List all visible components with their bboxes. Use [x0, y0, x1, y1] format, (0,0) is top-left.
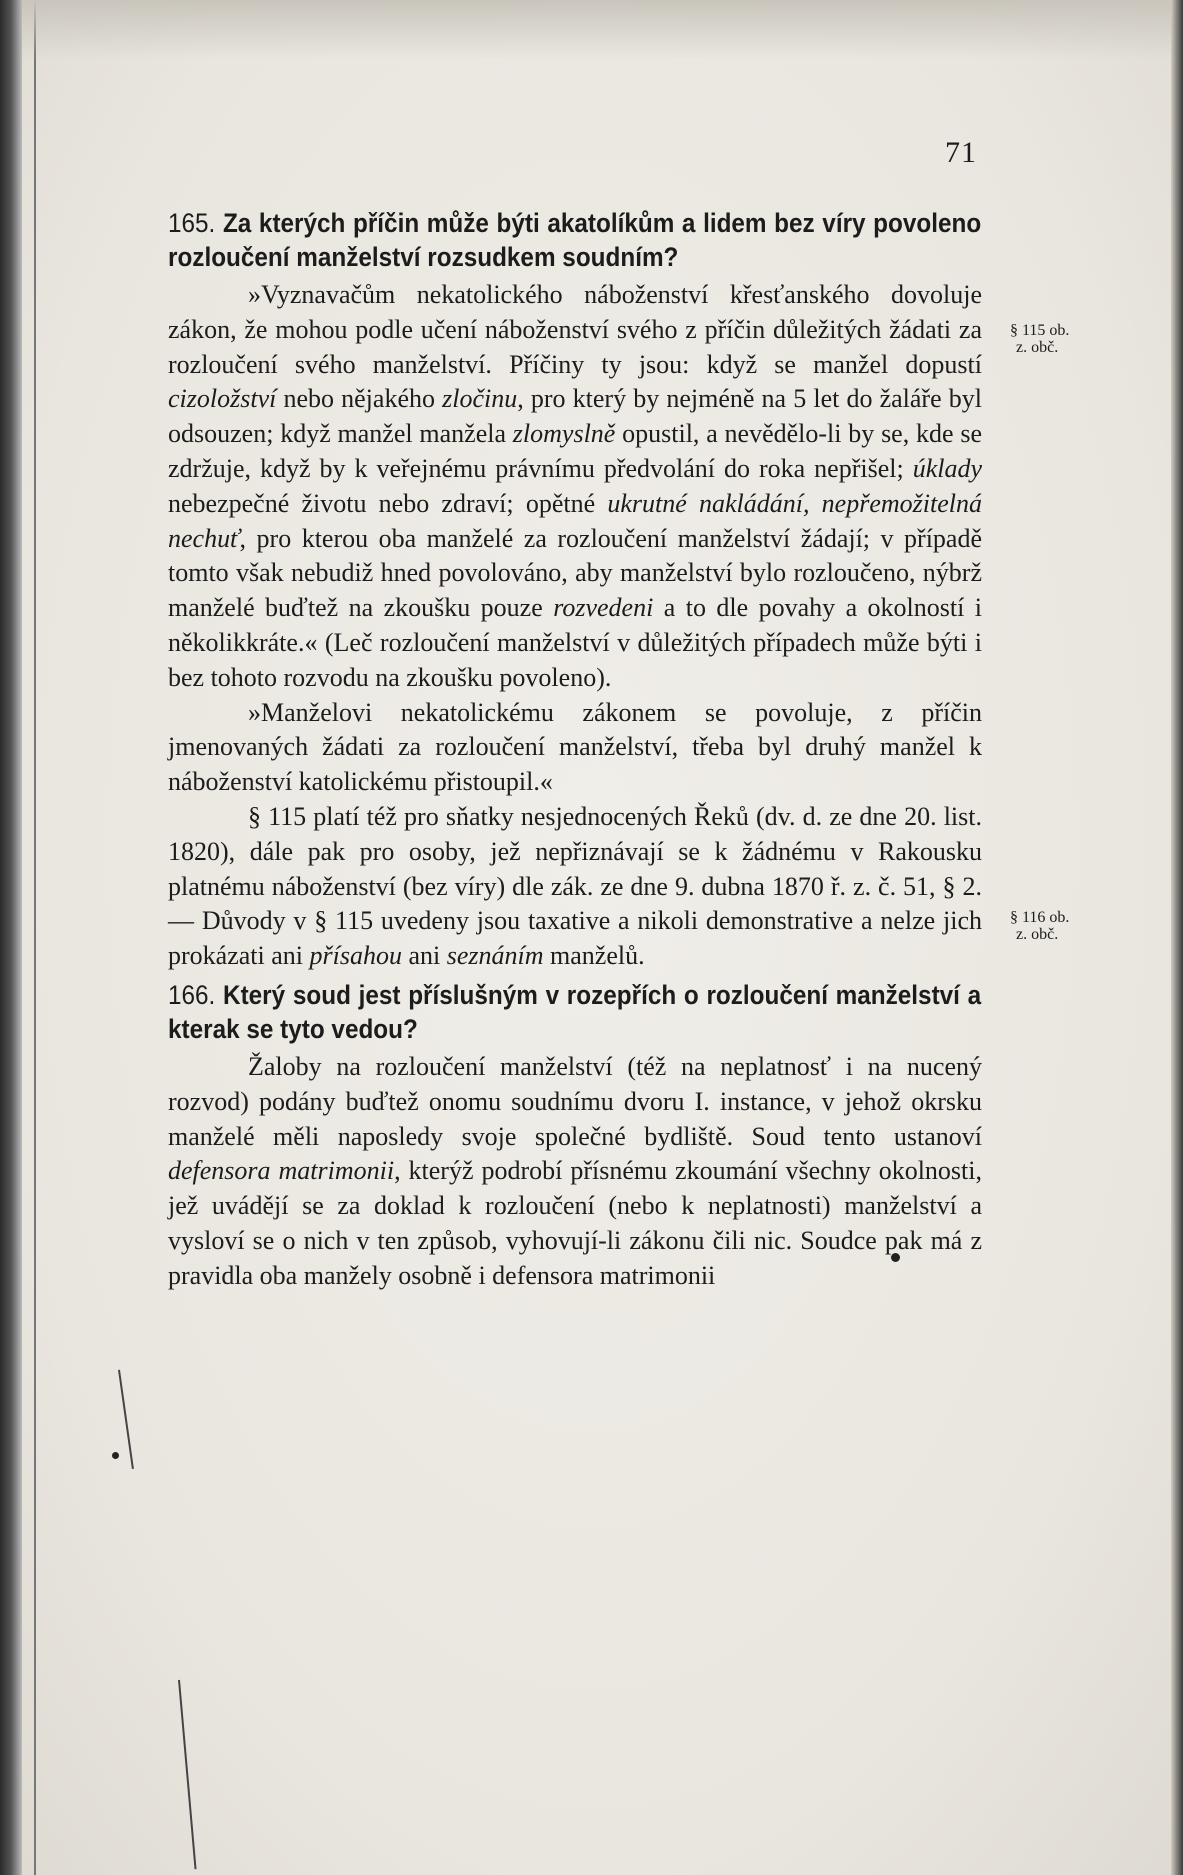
text-run: Žaloby na rozloučení manželství (též na neplatnosť i na nucený rozvod) podány buďtež onomu soudnímu dvoru I. instance, v jehož okrsku manželé měli naposledy svoje společné bydliště. Soud tento ustanoví [168, 1051, 982, 1151]
text-run: manželů. [543, 941, 645, 971]
margin-note-116-line1: § 116 ob. [1010, 909, 1070, 926]
emphasis: ukrutné nakládání, nepřemožitelná nechuť [168, 488, 982, 553]
heading-text: Za kterých příčin může býti akatolíkům a lidem bez víry povoleno rozloučení manželství rozsudkem soudním? [168, 208, 982, 272]
page-top-edge [22, 0, 1171, 60]
heading-number: 166. [168, 979, 216, 1010]
section-heading [168, 206, 981, 274]
paragraph [168, 800, 982, 974]
text-run: § 115 platí též pro sňatky nesjednocených Řeků (dv. d. ze dne 20. list. 1820), dále pak pro osoby, jež nepřiznávají se k žádnému v Rakousku platnému náboženství (bez víry) dle zák. ze dne 9. dubna 1870 ř. z. č. 51, § 2. — Důvody v § 115 uvedeny jsou taxative a nikoli demonstrative a nelze jich prokázati ani [168, 801, 982, 971]
heading-number: 165. [168, 208, 216, 238]
paragraph [168, 1050, 982, 1294]
margin-note-116-line2: z. obč. [1016, 926, 1059, 943]
margin-note-115 [1010, 322, 1090, 356]
emphasis: zločinu [442, 384, 518, 414]
pencil-scratch [118, 1370, 134, 1469]
emphasis: úklady [912, 453, 982, 483]
page-right-edge [1171, 0, 1183, 1875]
emphasis: defensora matrimonii [168, 1156, 395, 1186]
emphasis: přísahou [309, 941, 402, 971]
text-run: ani [401, 941, 447, 971]
text-run: opustil, a nevědělo-li by se, kde se zdržuje, když by k veřejnému právnímu předvolání do roka nepřišel; [168, 419, 982, 483]
section-heading [168, 978, 981, 1046]
section-165 [168, 206, 982, 974]
text-run: , pro kterou oba manželé za rozloučení manželství žádají; v případě tomto však nebudiž hned povolováno, aby manželství bylo rozloučeno, nýbrž manželé buďtež na zkoušku pouze [168, 523, 982, 623]
text-run: nebo nějakého [276, 384, 443, 414]
emphasis: zlomyslně [512, 419, 616, 449]
text-run: »Vyznavačům nekatolického náboženství křesťanského dovoluje zákon, že mohou podle učení náboženství svého z příčin důležitých žádati za rozloučení svého manželství. Příčiny ty jsou: když se manžel dopustí [168, 280, 982, 379]
emphasis: seznáním [446, 941, 544, 971]
paragraph [168, 696, 982, 800]
margin-note-116 [1010, 909, 1090, 943]
page-number: 71 [945, 136, 977, 169]
text-run: nebezpečné životu nebo zdraví; opětné [168, 488, 608, 518]
text-run: , kterýž podrobí přísnému zkoumání všechny okolnosti, jež uvádějí se za doklad k rozloučení (nebo k neplatnosti) manželství a vysloví se o nich v ten způsob, vyhovují-li zákonu čili nic. Soudce pak má z pravidla oba manžely osobně i defensora matrimonii [168, 1156, 982, 1290]
emphasis: rozvedeni [553, 593, 654, 623]
text-run: , pro který by nejméně na 5 let do žaláře byl odsouzen; když manžel manžela [168, 384, 982, 449]
paragraph [168, 278, 982, 696]
text-run: a to dle povahy a okolností i několikkráte.« (Leč rozloučení manželství v důležitých případech může býti i bez tohoto rozvodu na zkoušku povoleno). [168, 593, 982, 692]
margin-note-115-line2: z. obč. [1016, 339, 1059, 356]
heading-text: Který soud jest příslušným v rozepřích o rozloučení manželství a kterak se tyto vedou? [168, 979, 982, 1044]
text-block [168, 206, 982, 1294]
book-spine-shadow [0, 0, 22, 1875]
margin-note-115-line1: § 115 ob. [1010, 322, 1070, 339]
binding-line [34, 0, 36, 1875]
pencil-scratch [178, 1680, 197, 1869]
emphasis: cizoložství [168, 384, 277, 414]
section-166 [168, 978, 982, 1294]
ink-speck [112, 1452, 119, 1459]
text-run: »Manželovi nekatolickému zákonem se povoluje, z příčin jmenovaných žádati za rozloučení manželství, třeba byl druhý manžel k náboženství katolickému přistoupil.« [168, 697, 982, 797]
